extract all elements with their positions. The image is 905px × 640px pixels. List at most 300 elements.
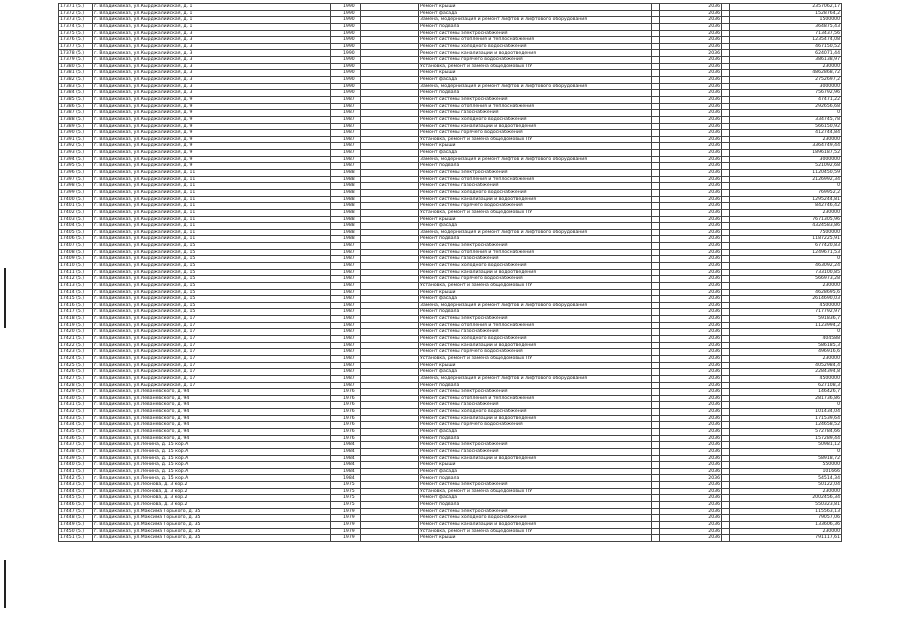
empty-cell bbox=[722, 415, 730, 422]
cost-cell: 364875,43 bbox=[730, 23, 842, 30]
empty-cell bbox=[722, 375, 730, 382]
address-cell: г. Владикавказ, ул.Ленина, д. 15 кор.А bbox=[93, 455, 331, 462]
row-number-cell: 17439 (5.) bbox=[59, 455, 93, 462]
empty-cell bbox=[722, 256, 730, 263]
address-cell: г. Владикавказ, ул.Кырджалийская, д. 15 bbox=[93, 309, 331, 316]
year-cell: 1975 bbox=[331, 488, 361, 495]
work-type-cell: Ремонт подвала bbox=[419, 502, 652, 509]
empty-cell bbox=[652, 23, 660, 30]
term-year-cell: 2036 bbox=[660, 176, 722, 183]
year-cell: 1984 bbox=[331, 468, 361, 475]
term-year-cell: 2036 bbox=[660, 136, 722, 143]
work-type-cell: Ремонт системы отопления и теплоснабжения bbox=[419, 249, 652, 256]
table-row bbox=[59, 30, 842, 37]
cost-cell: 733100,85 bbox=[730, 269, 842, 276]
cost-cell: 521092,68 bbox=[730, 163, 842, 170]
term-year-cell: 2036 bbox=[660, 468, 722, 475]
empty-cell bbox=[652, 143, 660, 150]
row-number-cell: 17426 (5.) bbox=[59, 369, 93, 376]
empty-cell bbox=[722, 183, 730, 190]
empty-cell bbox=[722, 316, 730, 323]
work-type-cell: Ремонт системы газоснабжения bbox=[419, 110, 652, 117]
address-cell: г. Владикавказ, ул.Кырджалийская, д. 1 bbox=[93, 4, 331, 11]
empty-cell bbox=[722, 269, 730, 276]
row-number-cell: 17396 (5.) bbox=[59, 170, 93, 177]
term-year-cell: 2036 bbox=[660, 4, 722, 11]
cost-cell: 386138,97 bbox=[730, 57, 842, 64]
address-cell: г. Владикавказ, ул.Кырджалийская, д. 9 bbox=[93, 163, 331, 170]
work-type-cell: Ремонт системы горячего водоснабжения bbox=[419, 57, 652, 64]
work-type-cell: Ремонт системы горячего водоснабжения bbox=[419, 422, 652, 429]
work-type-cell: Ремонт системы холодного водоснабжения bbox=[419, 116, 652, 123]
empty-cell bbox=[652, 223, 660, 230]
cost-cell: 717792,97 bbox=[730, 309, 842, 316]
empty-cell bbox=[722, 216, 730, 223]
term-year-cell: 2036 bbox=[660, 156, 722, 163]
work-type-cell: Ремонт системы холодного водоснабжения bbox=[419, 43, 652, 50]
empty-cell bbox=[361, 10, 419, 17]
work-type-cell: Установка, ремонт и замена общедомовых ПУ bbox=[419, 355, 652, 362]
empty-cell bbox=[652, 462, 660, 469]
table-row bbox=[59, 90, 842, 97]
term-year-cell: 2036 bbox=[660, 316, 722, 323]
row-number-cell: 17385 (5.) bbox=[59, 96, 93, 103]
address-cell: г. Владикавказ, ул.Кырджалийская, д. 9 bbox=[93, 123, 331, 130]
row-number-cell: 17399 (5.) bbox=[59, 189, 93, 196]
address-cell: г. Владикавказ, ул.Леонова, д. 3 кор.2 bbox=[93, 502, 331, 509]
empty-cell bbox=[361, 322, 419, 329]
row-number-cell: 17391 (5.) bbox=[59, 136, 93, 143]
address-cell: г. Владикавказ, ул.Кырджалийская, д. 15 bbox=[93, 276, 331, 283]
empty-cell bbox=[652, 375, 660, 382]
term-year-cell: 2036 bbox=[660, 329, 722, 336]
empty-cell bbox=[722, 302, 730, 309]
work-type-cell: Ремонт системы канализации и водоотведения bbox=[419, 50, 652, 57]
address-cell: г. Владикавказ, ул.Леваневского, д. 94 bbox=[93, 409, 331, 416]
cost-cell: 624071,44 bbox=[730, 50, 842, 57]
cost-cell: 566150,92 bbox=[730, 123, 842, 130]
row-number-cell: 17438 (5.) bbox=[59, 448, 93, 455]
cost-cell: 3364749,44 bbox=[730, 143, 842, 150]
term-year-cell: 2036 bbox=[660, 296, 722, 303]
address-cell: г. Владикавказ, ул.Кырджалийская, д. 1 bbox=[93, 17, 331, 24]
empty-cell bbox=[652, 196, 660, 203]
cost-cell: 7671305,96 bbox=[730, 216, 842, 223]
work-type-cell: Ремонт системы канализации и водоотведения bbox=[419, 521, 652, 528]
cost-cell: 124658,52 bbox=[730, 422, 842, 429]
row-number-cell: 17381 (5.) bbox=[59, 70, 93, 77]
work-type-cell: Ремонт системы горячего водоснабжения bbox=[419, 276, 652, 283]
empty-cell bbox=[652, 130, 660, 137]
row-number-cell: 17448 (5.) bbox=[59, 515, 93, 522]
address-cell: г. Владикавказ, ул.Кырджалийская, д. 9 bbox=[93, 156, 331, 163]
year-cell: 1988 bbox=[331, 176, 361, 183]
address-cell: г. Владикавказ, ул.Максима Горького, д. 35 bbox=[93, 515, 331, 522]
empty-cell bbox=[652, 276, 660, 283]
row-number-cell: 17388 (5.) bbox=[59, 116, 93, 123]
address-cell: г. Владикавказ, ул.Кырджалийская, д. 17 bbox=[93, 349, 331, 356]
row-number-cell: 17386 (5.) bbox=[59, 103, 93, 110]
year-cell: 1987 bbox=[331, 276, 361, 283]
address-cell: г. Владикавказ, ул.Кырджалийская, д. 3 bbox=[93, 83, 331, 90]
empty-cell bbox=[361, 77, 419, 84]
cost-cell: 50122,04 bbox=[730, 482, 842, 489]
term-year-cell: 2036 bbox=[660, 63, 722, 70]
table-row bbox=[59, 130, 842, 137]
year-cell: 1976 bbox=[331, 409, 361, 416]
empty-cell bbox=[722, 90, 730, 97]
empty-cell bbox=[652, 409, 660, 416]
empty-cell bbox=[652, 482, 660, 489]
cost-cell: 2284394,8 bbox=[730, 369, 842, 376]
term-year-cell: 2036 bbox=[660, 535, 722, 542]
empty-cell bbox=[361, 429, 419, 436]
term-year-cell: 2036 bbox=[660, 448, 722, 455]
cost-cell: 1295244,81 bbox=[730, 196, 842, 203]
cost-cell: 627108,3 bbox=[730, 382, 842, 389]
term-year-cell: 2036 bbox=[660, 170, 722, 177]
empty-cell bbox=[652, 136, 660, 143]
empty-cell bbox=[722, 276, 730, 283]
empty-cell bbox=[652, 382, 660, 389]
empty-cell bbox=[652, 229, 660, 236]
address-cell: г. Владикавказ, ул.Леваневского, д. 94 bbox=[93, 395, 331, 402]
row-number-cell: 17443 (5.) bbox=[59, 482, 93, 489]
empty-cell bbox=[361, 57, 419, 64]
cost-cell: 550323,81 bbox=[730, 502, 842, 509]
empty-cell bbox=[652, 468, 660, 475]
row-number-cell: 17451 (5.) bbox=[59, 535, 93, 542]
empty-cell bbox=[722, 488, 730, 495]
table-row bbox=[59, 216, 842, 223]
term-year-cell: 2036 bbox=[660, 43, 722, 50]
table-row bbox=[59, 296, 842, 303]
empty-cell bbox=[722, 150, 730, 157]
work-type-cell: Ремонт крыши bbox=[419, 289, 652, 296]
table-row bbox=[59, 521, 842, 528]
row-number-cell: 17380 (5.) bbox=[59, 63, 93, 70]
cost-cell: 0 bbox=[730, 256, 842, 263]
work-type-cell: Ремонт системы газоснабжения bbox=[419, 448, 652, 455]
empty-cell bbox=[361, 70, 419, 77]
cost-cell: 230000 bbox=[730, 282, 842, 289]
work-type-cell: Ремонт системы электроснабжения bbox=[419, 170, 652, 177]
address-cell: г. Владикавказ, ул.Кырджалийская, д. 17 bbox=[93, 329, 331, 336]
row-number-cell: 17398 (5.) bbox=[59, 183, 93, 190]
table-row bbox=[59, 395, 842, 402]
address-cell: г. Владикавказ, ул.Леонова, д. 3 кор.2 bbox=[93, 488, 331, 495]
empty-cell bbox=[361, 150, 419, 157]
empty-cell bbox=[361, 269, 419, 276]
term-year-cell: 2036 bbox=[660, 521, 722, 528]
table-row bbox=[59, 170, 842, 177]
table-row bbox=[59, 50, 842, 57]
cost-cell: 1500000 bbox=[730, 17, 842, 24]
work-type-cell: Установка, ремонт и замена общедомовых ПУ bbox=[419, 282, 652, 289]
empty-cell bbox=[652, 203, 660, 210]
work-type-cell: Ремонт системы электроснабжения bbox=[419, 316, 652, 323]
empty-cell bbox=[722, 429, 730, 436]
work-type-cell: Ремонт системы холодного водоснабжения bbox=[419, 409, 652, 416]
term-year-cell: 2036 bbox=[660, 276, 722, 283]
year-cell: 1990 bbox=[331, 10, 361, 17]
table-row bbox=[59, 4, 842, 11]
empty-cell bbox=[361, 316, 419, 323]
cost-cell: 157289,44 bbox=[730, 435, 842, 442]
work-type-cell: Ремонт системы отопления и теплоснабжения bbox=[419, 395, 652, 402]
table-row bbox=[59, 276, 842, 283]
empty-cell bbox=[722, 143, 730, 150]
row-number-cell: 17414 (5.) bbox=[59, 289, 93, 296]
cost-cell: 4500000 bbox=[730, 302, 842, 309]
row-number-cell: 17379 (5.) bbox=[59, 57, 93, 64]
empty-cell bbox=[361, 515, 419, 522]
work-type-cell: Ремонт системы канализации и водоотведения bbox=[419, 415, 652, 422]
table-row bbox=[59, 163, 842, 170]
row-number-cell: 17389 (5.) bbox=[59, 123, 93, 130]
row-number-cell: 17393 (5.) bbox=[59, 150, 93, 157]
empty-cell bbox=[652, 70, 660, 77]
term-year-cell: 2036 bbox=[660, 389, 722, 396]
year-cell: 1979 bbox=[331, 535, 361, 542]
year-cell: 1976 bbox=[331, 395, 361, 402]
empty-cell bbox=[652, 422, 660, 429]
empty-cell bbox=[652, 442, 660, 449]
table-row bbox=[59, 136, 842, 143]
year-cell: 1988 bbox=[331, 216, 361, 223]
year-cell: 1990 bbox=[331, 63, 361, 70]
empty-cell bbox=[361, 96, 419, 103]
empty-cell bbox=[361, 382, 419, 389]
year-cell: 1987 bbox=[331, 136, 361, 143]
year-cell: 1987 bbox=[331, 289, 361, 296]
year-cell: 1988 bbox=[331, 183, 361, 190]
empty-cell bbox=[361, 282, 419, 289]
empty-cell bbox=[652, 77, 660, 84]
empty-cell bbox=[652, 309, 660, 316]
cost-cell: 791117,61 bbox=[730, 535, 842, 542]
empty-cell bbox=[361, 203, 419, 210]
row-number-cell: 17442 (5.) bbox=[59, 475, 93, 482]
work-type-cell: Установка, ремонт и замена общедомовых ПУ bbox=[419, 488, 652, 495]
empty-cell bbox=[722, 289, 730, 296]
row-number-cell: 17437 (5.) bbox=[59, 442, 93, 449]
year-cell: 1976 bbox=[331, 389, 361, 396]
empty-cell bbox=[361, 116, 419, 123]
year-cell: 1987 bbox=[331, 249, 361, 256]
empty-cell bbox=[652, 296, 660, 303]
term-year-cell: 2036 bbox=[660, 243, 722, 250]
row-number-cell: 17400 (5.) bbox=[59, 196, 93, 203]
cost-cell: 2614690,03 bbox=[730, 296, 842, 303]
work-type-cell: Ремонт фасада bbox=[419, 369, 652, 376]
row-number-cell: 17404 (5.) bbox=[59, 223, 93, 230]
year-cell: 1987 bbox=[331, 342, 361, 349]
work-type-cell: Ремонт системы горячего водоснабжения bbox=[419, 203, 652, 210]
address-cell: г. Владикавказ, ул.Леваневского, д. 94 bbox=[93, 435, 331, 442]
table-row bbox=[59, 422, 842, 429]
row-number-cell: 17434 (5.) bbox=[59, 422, 93, 429]
year-cell: 1987 bbox=[331, 362, 361, 369]
table-row bbox=[59, 57, 842, 64]
year-cell: 1984 bbox=[331, 475, 361, 482]
row-number-cell: 17390 (5.) bbox=[59, 130, 93, 137]
table-row bbox=[59, 362, 842, 369]
empty-cell bbox=[722, 468, 730, 475]
year-cell: 1987 bbox=[331, 116, 361, 123]
year-cell: 1990 bbox=[331, 50, 361, 57]
year-cell: 1987 bbox=[331, 349, 361, 356]
empty-cell bbox=[652, 30, 660, 37]
empty-cell bbox=[361, 110, 419, 117]
empty-cell bbox=[652, 329, 660, 336]
cost-cell: 115563,13 bbox=[730, 508, 842, 515]
cost-cell: 404588 bbox=[730, 336, 842, 343]
term-year-cell: 2036 bbox=[660, 336, 722, 343]
empty-cell bbox=[722, 309, 730, 316]
empty-cell bbox=[652, 389, 660, 396]
empty-cell bbox=[722, 10, 730, 17]
table-row bbox=[59, 289, 842, 296]
empty-cell bbox=[722, 322, 730, 329]
address-cell: г. Владикавказ, ул.Максима Горького, д. 35 bbox=[93, 535, 331, 542]
address-cell: г. Владикавказ, ул.Кырджалийская, д. 9 bbox=[93, 136, 331, 143]
year-cell: 1987 bbox=[331, 130, 361, 137]
work-type-cell: Ремонт фасада bbox=[419, 296, 652, 303]
work-type-cell: Ремонт системы канализации и водоотведения bbox=[419, 123, 652, 130]
work-type-cell: Установка, ремонт и замена общедомовых ПУ bbox=[419, 63, 652, 70]
address-cell: г. Владикавказ, ул.Кырджалийская, д. 15 bbox=[93, 243, 331, 250]
empty-cell bbox=[361, 130, 419, 137]
table-row bbox=[59, 282, 842, 289]
row-number-cell: 17431 (5.) bbox=[59, 402, 93, 409]
cost-cell: 4052984,4 bbox=[730, 362, 842, 369]
empty-cell bbox=[722, 448, 730, 455]
cost-cell: 677420,83 bbox=[730, 243, 842, 250]
table-row bbox=[59, 448, 842, 455]
empty-cell bbox=[361, 236, 419, 243]
cost-cell: 412744,84 bbox=[730, 130, 842, 137]
row-number-cell: 17377 (5.) bbox=[59, 43, 93, 50]
empty-cell bbox=[722, 521, 730, 528]
table-row bbox=[59, 37, 842, 44]
empty-cell bbox=[361, 448, 419, 455]
term-year-cell: 2036 bbox=[660, 196, 722, 203]
address-cell: г. Владикавказ, ул.Кырджалийская, д. 17 bbox=[93, 322, 331, 329]
table-row bbox=[59, 236, 842, 243]
empty-cell bbox=[361, 243, 419, 250]
year-cell: 1987 bbox=[331, 96, 361, 103]
address-cell: г. Владикавказ, ул.Кырджалийская, д. 11 bbox=[93, 236, 331, 243]
empty-cell bbox=[652, 355, 660, 362]
year-cell: 1987 bbox=[331, 269, 361, 276]
work-type-cell: Ремонт крыши bbox=[419, 362, 652, 369]
cost-cell: 1528764,2 bbox=[730, 10, 842, 17]
cost-cell: 4324583,86 bbox=[730, 223, 842, 230]
cost-cell: 2126992,34 bbox=[730, 176, 842, 183]
term-year-cell: 2036 bbox=[660, 488, 722, 495]
year-cell: 1979 bbox=[331, 521, 361, 528]
empty-cell bbox=[722, 249, 730, 256]
year-cell: 1990 bbox=[331, 17, 361, 24]
term-year-cell: 2036 bbox=[660, 342, 722, 349]
table-row bbox=[59, 389, 842, 396]
row-number-cell: 17433 (5.) bbox=[59, 415, 93, 422]
term-year-cell: 2036 bbox=[660, 302, 722, 309]
row-number-cell: 17444 (5.) bbox=[59, 488, 93, 495]
cost-cell: 4628695,6 bbox=[730, 289, 842, 296]
empty-cell bbox=[361, 17, 419, 24]
empty-cell bbox=[652, 57, 660, 64]
empty-cell bbox=[652, 455, 660, 462]
empty-cell bbox=[361, 402, 419, 409]
address-cell: г. Владикавказ, ул.Кырджалийская, д. 1 bbox=[93, 23, 331, 30]
empty-cell bbox=[652, 103, 660, 110]
empty-cell bbox=[652, 50, 660, 57]
table-row bbox=[59, 10, 842, 17]
term-year-cell: 2036 bbox=[660, 429, 722, 436]
year-cell: 1984 bbox=[331, 448, 361, 455]
table-row bbox=[59, 96, 842, 103]
row-number-cell: 17432 (5.) bbox=[59, 409, 93, 416]
empty-cell bbox=[361, 143, 419, 150]
empty-cell bbox=[652, 156, 660, 163]
term-year-cell: 2036 bbox=[660, 77, 722, 84]
address-cell: г. Владикавказ, ул.Леваневского, д. 94 bbox=[93, 402, 331, 409]
work-type-cell: Ремонт системы электроснабжения bbox=[419, 482, 652, 489]
empty-cell bbox=[652, 269, 660, 276]
work-type-cell: Ремонт подвала bbox=[419, 435, 652, 442]
cost-cell: 1120450,59 bbox=[730, 170, 842, 177]
work-type-cell: Ремонт системы горячего водоснабжения bbox=[419, 349, 652, 356]
empty-cell bbox=[722, 508, 730, 515]
empty-cell bbox=[361, 136, 419, 143]
year-cell: 1987 bbox=[331, 375, 361, 382]
address-cell: г. Владикавказ, ул.Леонова, д. 3 кор.2 bbox=[93, 495, 331, 502]
empty-cell bbox=[361, 442, 419, 449]
cost-cell: 463092,24 bbox=[730, 262, 842, 269]
address-cell: г. Владикавказ, ул.Кырджалийская, д. 15 bbox=[93, 282, 331, 289]
empty-cell bbox=[722, 136, 730, 143]
empty-cell bbox=[722, 17, 730, 24]
cost-cell: 769952,2 bbox=[730, 189, 842, 196]
address-cell: г. Владикавказ, ул.Кырджалийская, д. 3 bbox=[93, 30, 331, 37]
term-year-cell: 2036 bbox=[660, 282, 722, 289]
address-cell: г. Владикавказ, ул.Кырджалийская, д. 17 bbox=[93, 342, 331, 349]
cost-cell: 54514,34 bbox=[730, 475, 842, 482]
empty-cell bbox=[722, 362, 730, 369]
term-year-cell: 2036 bbox=[660, 23, 722, 30]
address-cell: г. Владикавказ, ул.Кырджалийская, д. 17 bbox=[93, 382, 331, 389]
cost-cell: 756792,96 bbox=[730, 90, 842, 97]
term-year-cell: 2036 bbox=[660, 475, 722, 482]
empty-cell bbox=[722, 57, 730, 64]
empty-cell bbox=[652, 415, 660, 422]
empty-cell bbox=[652, 262, 660, 269]
address-cell: г. Владикавказ, ул.Кырджалийская, д. 1 bbox=[93, 10, 331, 17]
term-year-cell: 2036 bbox=[660, 183, 722, 190]
table-row bbox=[59, 316, 842, 323]
row-number-cell: 17387 (5.) bbox=[59, 110, 93, 117]
table-row bbox=[59, 23, 842, 30]
term-year-cell: 2036 bbox=[660, 189, 722, 196]
table-row bbox=[59, 309, 842, 316]
empty-cell bbox=[361, 209, 419, 216]
cost-cell: 230000 bbox=[730, 63, 842, 70]
empty-cell bbox=[361, 329, 419, 336]
empty-cell bbox=[722, 296, 730, 303]
work-type-cell: Ремонт системы отопления и теплоснабжения bbox=[419, 322, 652, 329]
